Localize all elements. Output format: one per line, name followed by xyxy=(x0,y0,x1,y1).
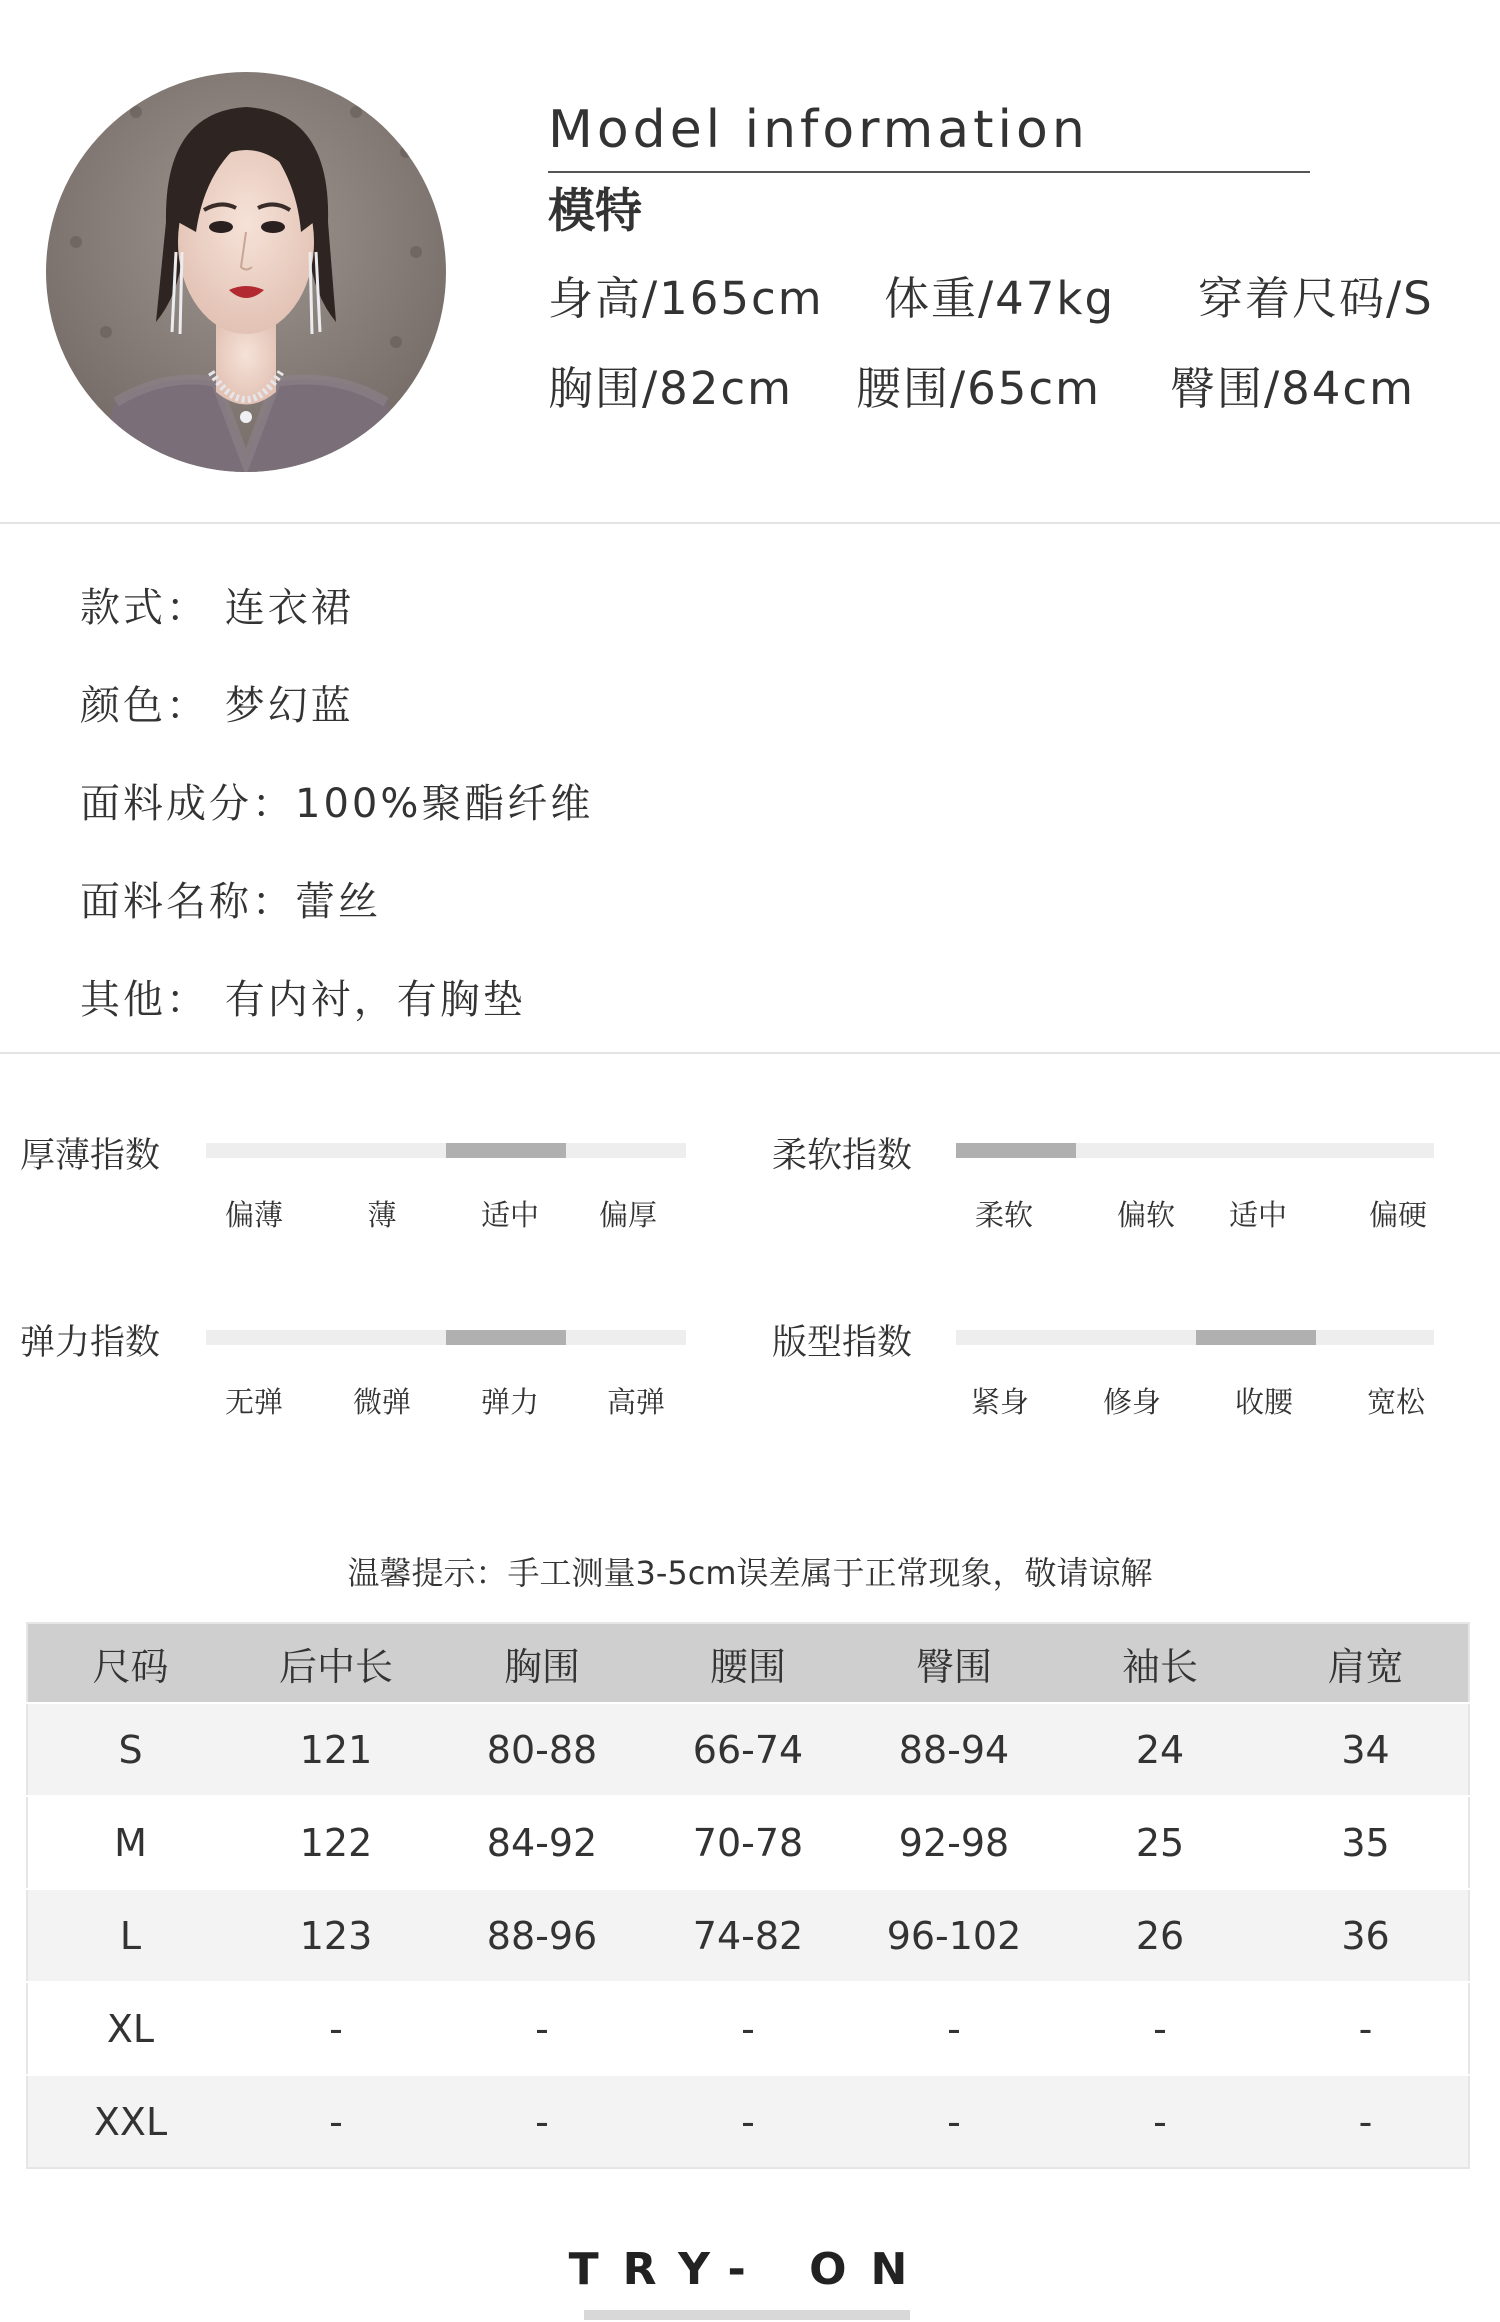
table-cell: 123 xyxy=(233,1889,439,1982)
elasticity-option: 弹力 xyxy=(480,1385,540,1419)
table-cell: 66-74 xyxy=(645,1703,851,1796)
table-cell: 80-88 xyxy=(439,1703,645,1796)
softness-option: 柔软 xyxy=(974,1198,1034,1232)
title-underline xyxy=(548,171,1310,173)
elasticity-index-bar xyxy=(206,1330,686,1345)
table-cell: 122 xyxy=(233,1796,439,1889)
table-cell: 70-78 xyxy=(645,1796,851,1889)
table-cell: - xyxy=(233,1982,439,2075)
table-cell: - xyxy=(1263,1982,1469,2075)
fit-index-bar xyxy=(956,1330,1434,1345)
fit-option: 宽松 xyxy=(1366,1385,1426,1419)
table-cell: 35 xyxy=(1263,1796,1469,1889)
table-header-row xyxy=(27,1623,1469,1703)
fit-index-marker xyxy=(1196,1330,1316,1345)
model-bust: 胸围/82cm xyxy=(548,362,793,415)
size-chart-table xyxy=(26,1622,1470,2169)
elasticity-index-title: 弹力指数 xyxy=(20,1323,161,1363)
model-weight: 体重/47kg xyxy=(884,272,1116,325)
table-cell: - xyxy=(1057,2075,1263,2168)
fit-option: 修身 xyxy=(1102,1385,1162,1419)
table-cell: - xyxy=(851,2075,1057,2168)
model-height: 身高/165cm xyxy=(548,272,824,325)
table-cell: XL xyxy=(27,1982,233,2075)
softness-index-marker xyxy=(956,1143,1076,1158)
table-cell: - xyxy=(1263,2075,1469,2168)
table-cell: - xyxy=(645,1982,851,2075)
column-header: 袖长 xyxy=(1057,1623,1263,1703)
column-header: 肩宽 xyxy=(1263,1623,1469,1703)
softness-index-bar xyxy=(956,1143,1434,1158)
table-row xyxy=(27,1796,1469,1889)
table-cell: - xyxy=(439,1982,645,2075)
table-cell: M xyxy=(27,1796,233,1889)
model-size: 穿着尺码/S xyxy=(1198,272,1434,325)
table-cell: 84-92 xyxy=(439,1796,645,1889)
table-row xyxy=(27,2075,1469,2168)
column-header: 尺码 xyxy=(27,1623,233,1703)
table-cell: - xyxy=(851,1982,1057,2075)
table-cell: 34 xyxy=(1263,1703,1469,1796)
model-photo xyxy=(46,72,446,472)
measurement-note: 温馨提示：手工测量3-5cm误差属于正常现象，敬请谅解 xyxy=(347,1554,1153,1592)
try-on-heading: TRY- ON xyxy=(568,2244,932,2295)
column-header: 胸围 xyxy=(439,1623,645,1703)
column-header: 后中长 xyxy=(233,1623,439,1703)
model-portrait-illustration xyxy=(46,72,446,472)
fit-option: 紧身 xyxy=(970,1385,1030,1419)
section-divider xyxy=(0,522,1500,524)
thickness-index-bar xyxy=(206,1143,686,1158)
table-cell: L xyxy=(27,1889,233,1982)
table-row xyxy=(27,1703,1469,1796)
table-cell: - xyxy=(645,2075,851,2168)
thickness-option: 偏厚 xyxy=(598,1198,658,1232)
section-divider xyxy=(0,1052,1500,1054)
thickness-option: 适中 xyxy=(480,1198,540,1232)
table-cell: 92-98 xyxy=(851,1796,1057,1889)
try-on-underline xyxy=(584,2310,910,2320)
table-row xyxy=(27,1889,1469,1982)
table-row xyxy=(27,1982,1469,2075)
table-cell: 24 xyxy=(1057,1703,1263,1796)
table-cell: 25 xyxy=(1057,1796,1263,1889)
table-cell: S xyxy=(27,1703,233,1796)
table-cell: 88-96 xyxy=(439,1889,645,1982)
table-cell: - xyxy=(1057,1982,1263,2075)
product-style: 款式： 连衣裙 xyxy=(80,585,354,631)
elasticity-option: 高弹 xyxy=(606,1385,666,1419)
thickness-option: 薄 xyxy=(367,1198,397,1232)
product-fabric: 面料成分：100%聚酯纤维 xyxy=(80,781,594,827)
table-cell: 74-82 xyxy=(645,1889,851,1982)
thickness-index-title: 厚薄指数 xyxy=(20,1136,161,1176)
model-label: 模特 xyxy=(548,184,642,239)
table-cell: 121 xyxy=(233,1703,439,1796)
table-cell: 26 xyxy=(1057,1889,1263,1982)
model-waist: 腰围/65cm xyxy=(856,362,1101,415)
fit-index-title: 版型指数 xyxy=(772,1323,913,1363)
softness-option: 适中 xyxy=(1228,1198,1288,1232)
table-cell: - xyxy=(439,2075,645,2168)
table-cell: 96-102 xyxy=(851,1889,1057,1982)
model-info-title: Model information xyxy=(548,100,1089,160)
product-color: 颜色： 梦幻蓝 xyxy=(80,683,354,729)
softness-option: 偏软 xyxy=(1116,1198,1176,1232)
product-fabric-name: 面料名称：蕾丝 xyxy=(80,879,381,925)
thickness-index-marker xyxy=(446,1143,566,1158)
model-hip: 臀围/84cm xyxy=(1170,362,1415,415)
table-cell: 36 xyxy=(1263,1889,1469,1982)
table-cell: 88-94 xyxy=(851,1703,1057,1796)
column-header: 臀围 xyxy=(851,1623,1057,1703)
thickness-option: 偏薄 xyxy=(224,1198,284,1232)
product-other: 其他： 有内衬，有胸垫 xyxy=(80,977,526,1023)
table-cell: XXL xyxy=(27,2075,233,2168)
elasticity-option: 无弹 xyxy=(224,1385,284,1419)
elasticity-index-marker xyxy=(446,1330,566,1345)
column-header: 腰围 xyxy=(645,1623,851,1703)
table-cell: - xyxy=(233,2075,439,2168)
elasticity-option: 微弹 xyxy=(352,1385,412,1419)
softness-option: 偏硬 xyxy=(1368,1198,1428,1232)
softness-index-title: 柔软指数 xyxy=(772,1136,913,1176)
fit-option: 收腰 xyxy=(1234,1385,1294,1419)
